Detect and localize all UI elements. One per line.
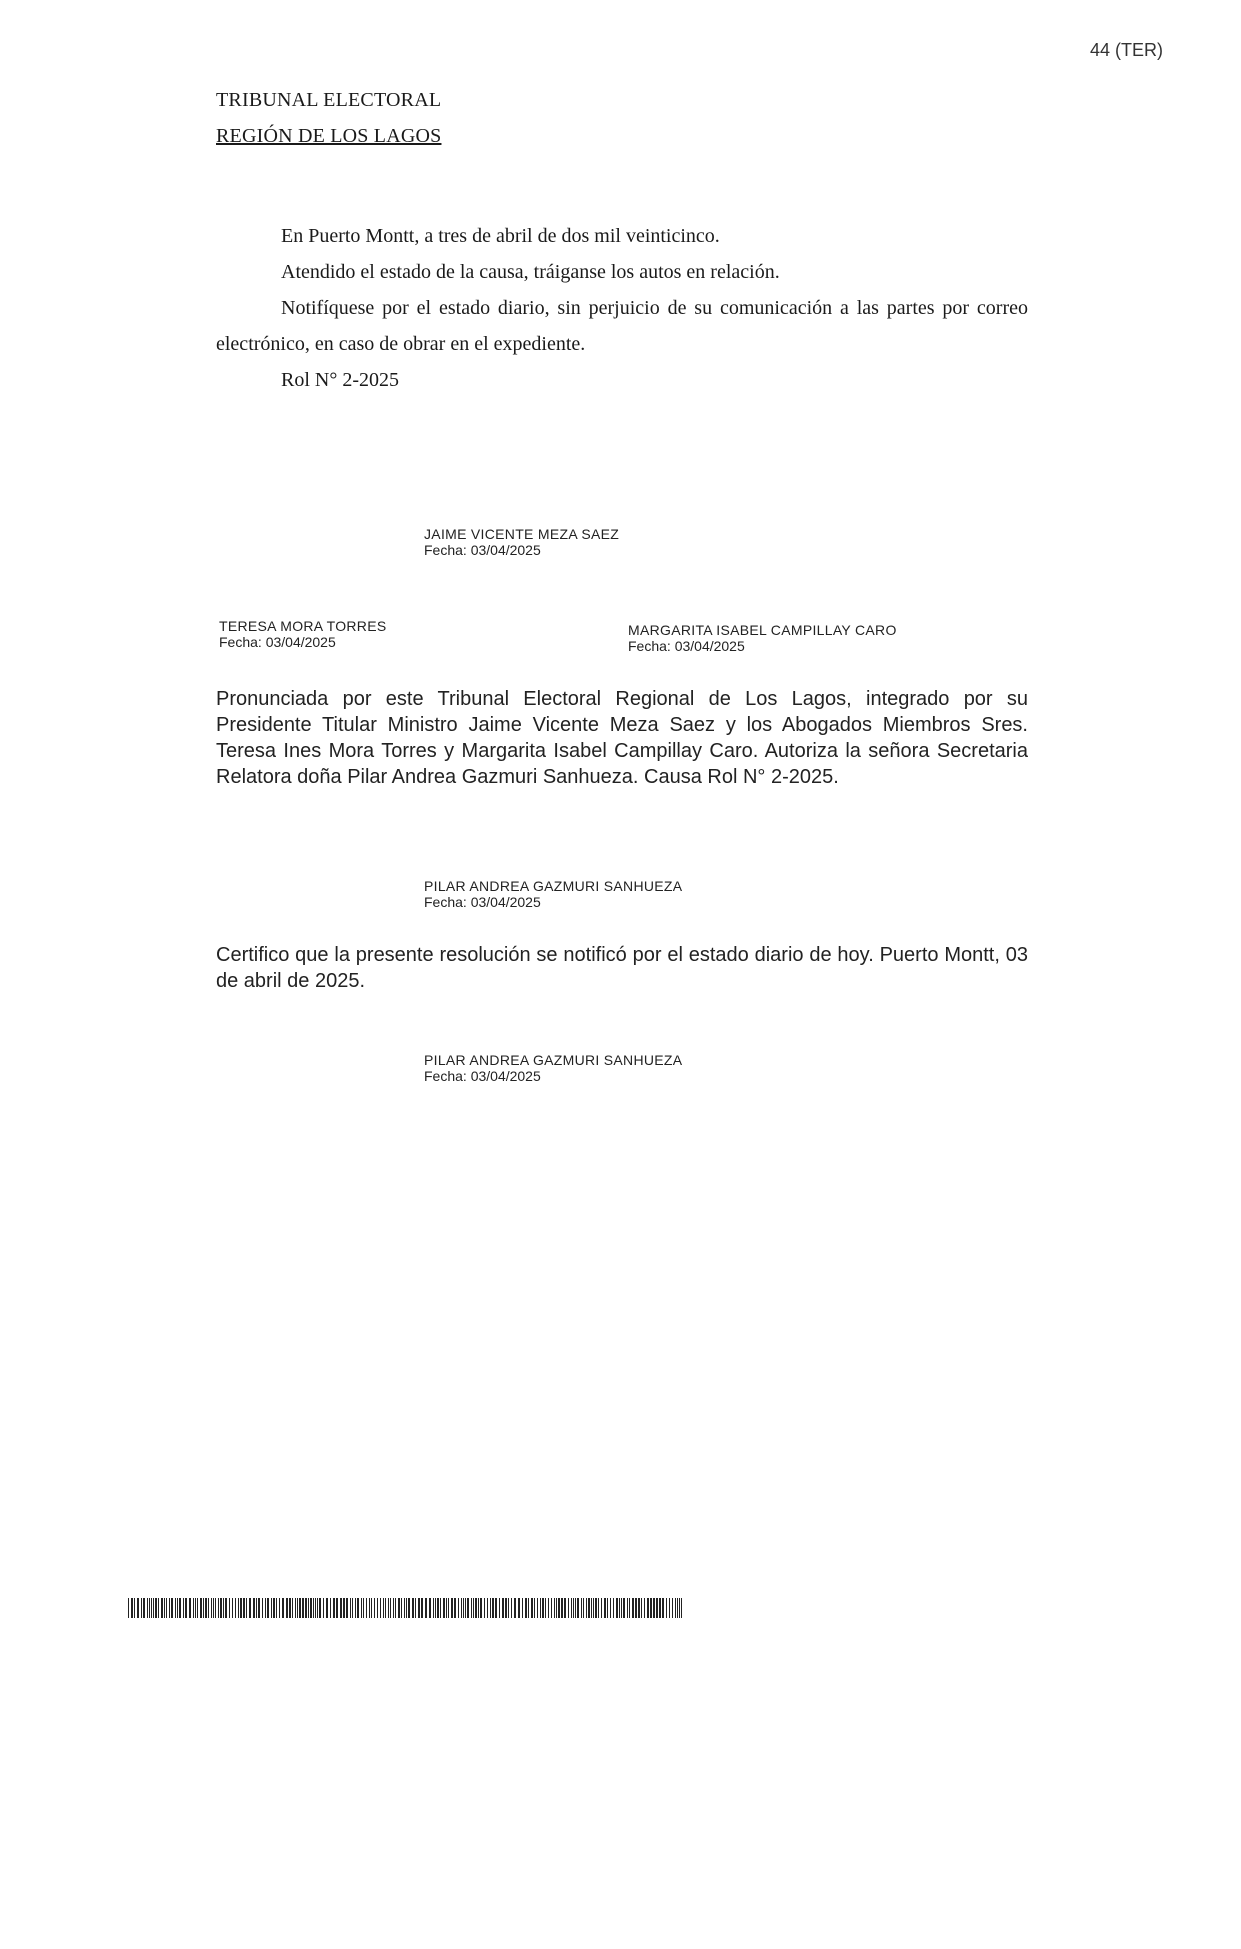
region-title: REGIÓN DE LOS LAGOS xyxy=(216,125,442,147)
resolution-date-paragraph: En Puerto Montt, a tres de abril de dos mil veinticinco. xyxy=(281,225,720,247)
signature-member-2 xyxy=(628,622,897,654)
signature-secretary-2 xyxy=(424,1052,682,1084)
signature-name: TERESA MORA TORRES xyxy=(219,618,387,634)
barcode-icon xyxy=(128,1598,684,1618)
page-number: 44 (TER) xyxy=(1090,40,1164,60)
signature-name: MARGARITA ISABEL CAMPILLAY CARO xyxy=(628,622,897,638)
signature-secretary-1 xyxy=(424,878,682,910)
notification-paragraph: Notifíquese por el estado diario, sin perjuicio de su comunicación a las partes por correo electrónico, en caso de obrar en el expediente. xyxy=(216,297,1028,355)
document-header xyxy=(216,82,441,154)
signature-name: PILAR ANDREA GAZMURI SANHUEZA xyxy=(424,1052,683,1068)
pronunciada-paragraph: Pronunciada por este Tribunal Electoral Regional de Los Lagos, integrado por su Presidente Titular Ministro Jaime Vicente Meza Saez y los Abogados Miembros Sres. Teresa Ines Mora Torres y Margarita Isabel Campillay Caro. Autoriza la señora Secretaria Relatora doña Pilar Andrea Gazmuri Sanhueza. Causa Rol N° 2-2025. xyxy=(216,688,1028,788)
signature-date: Fecha: 03/04/2025 xyxy=(219,634,336,650)
signature-president xyxy=(424,526,619,558)
resolution-body xyxy=(216,218,1028,398)
signature-date: Fecha: 03/04/2025 xyxy=(628,638,745,654)
signature-date: Fecha: 03/04/2025 xyxy=(424,1068,541,1084)
signature-date: Fecha: 03/04/2025 xyxy=(424,894,541,910)
signature-member-1 xyxy=(219,618,386,650)
case-number: Rol N° 2-2025 xyxy=(281,369,399,391)
signature-name: PILAR ANDREA GAZMURI SANHUEZA xyxy=(424,878,683,894)
resolution-order-paragraph: Atendido el estado de la causa, tráiganse los autos en relación. xyxy=(281,261,780,283)
certifico-paragraph: Certifico que la presente resolución se notificó por el estado diario de hoy. Puerto Montt, 03 de abril de 2025. xyxy=(216,944,1028,992)
signature-name: JAIME VICENTE MEZA SAEZ xyxy=(424,526,620,542)
tribunal-title: TRIBUNAL ELECTORAL xyxy=(216,89,442,111)
signature-date: Fecha: 03/04/2025 xyxy=(424,542,541,558)
